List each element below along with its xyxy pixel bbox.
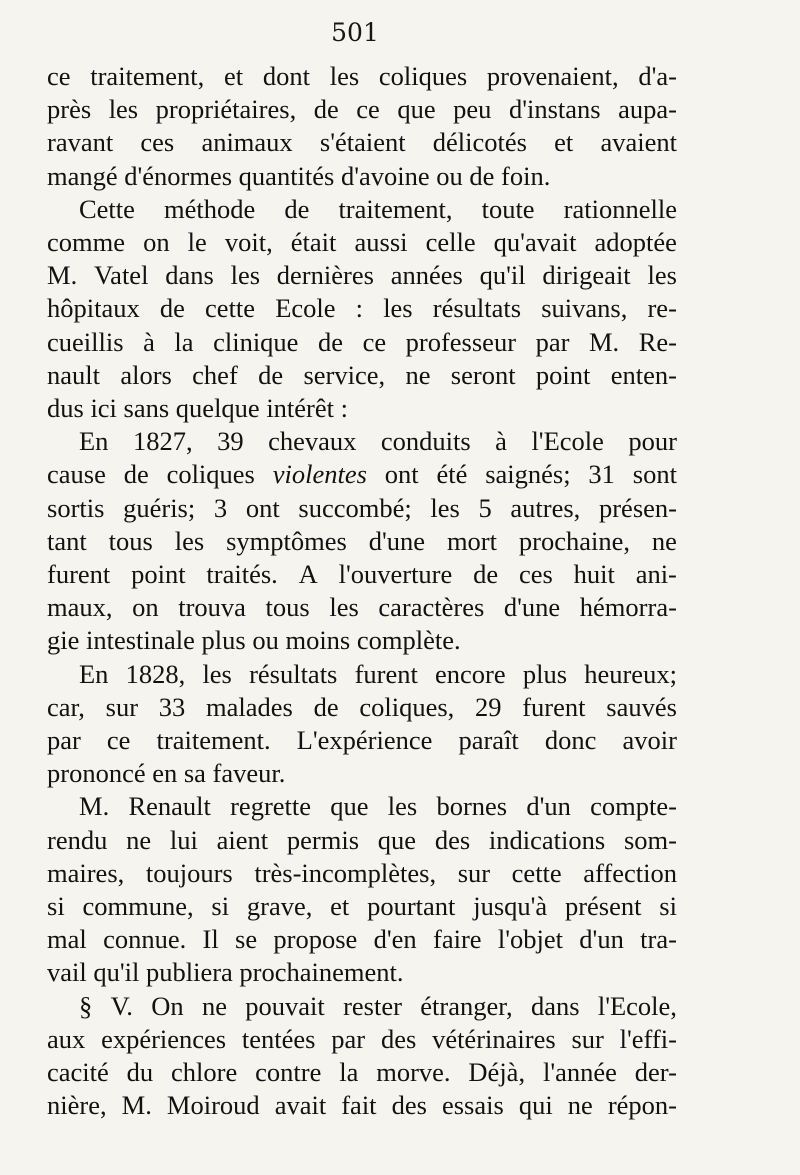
- word: §: [79, 990, 93, 1021]
- word: résultats: [432, 293, 522, 324]
- word: d'une: [368, 525, 426, 556]
- word: provenaient,: [486, 61, 619, 91]
- word: ne: [567, 1090, 593, 1121]
- text-line: [47, 658, 677, 691]
- word: re-: [647, 293, 677, 324]
- word: hôpitaux: [47, 293, 140, 324]
- word: avait: [274, 1090, 327, 1121]
- word: A: [298, 559, 318, 590]
- word: dans: [530, 990, 580, 1021]
- word: rendu: [47, 824, 108, 855]
- word: été: [436, 459, 468, 490]
- word: ne: [201, 990, 227, 1021]
- word: par: [535, 326, 570, 357]
- body-text: [47, 60, 677, 1123]
- word: l'Ecole,: [597, 990, 677, 1021]
- word: compte-: [590, 791, 677, 822]
- word: encore: [435, 658, 506, 689]
- word: par: [47, 725, 81, 756]
- word: M.: [47, 260, 78, 291]
- word: tous: [108, 525, 153, 556]
- word: les: [387, 791, 418, 822]
- word: tous: [265, 592, 310, 623]
- word: Re-: [638, 326, 677, 357]
- word: permis: [286, 824, 360, 855]
- word: celle: [425, 227, 476, 258]
- word: huit: [573, 559, 615, 590]
- word: L'expérience: [296, 725, 433, 756]
- word: En: [79, 426, 109, 457]
- text-line: [47, 1023, 677, 1056]
- word: seront: [450, 359, 516, 390]
- word: alors: [120, 359, 172, 390]
- word: les: [647, 260, 677, 291]
- word: traités.: [206, 559, 278, 590]
- word: d'un: [526, 791, 571, 822]
- word: cette: [205, 293, 256, 324]
- word: chevaux: [268, 426, 357, 457]
- word: succombé;: [298, 492, 412, 523]
- word: enten-: [610, 359, 677, 390]
- word: Déjà,: [468, 1057, 526, 1088]
- text-line: [47, 359, 677, 392]
- word: de: [159, 293, 185, 324]
- word: prochaine,: [518, 525, 631, 556]
- word: toute: [481, 193, 535, 224]
- word: on: [143, 227, 170, 258]
- word: que: [377, 824, 417, 855]
- word: grave,: [246, 891, 313, 922]
- text-line: [47, 292, 677, 325]
- word: se: [235, 924, 258, 955]
- word: aussi: [354, 227, 408, 258]
- word: et: [554, 127, 574, 158]
- word: les: [430, 492, 460, 523]
- word: sortis: [47, 492, 105, 523]
- word: cause: [47, 459, 106, 490]
- word: et: [224, 61, 244, 91]
- word: mal: [47, 924, 87, 955]
- word: la: [339, 1057, 359, 1088]
- word: furent: [522, 691, 586, 722]
- word: V.: [110, 990, 133, 1021]
- word: ces: [518, 559, 553, 590]
- text-line: [47, 259, 677, 292]
- word: le: [187, 227, 207, 258]
- word: avoir: [622, 725, 677, 756]
- text-line: [47, 326, 677, 359]
- word: voit,: [224, 227, 273, 258]
- word: Moiroud: [166, 1090, 260, 1121]
- word: qu'avait: [493, 227, 577, 258]
- word: tra-: [640, 924, 677, 955]
- word: des: [391, 1090, 427, 1121]
- text-line: [47, 724, 677, 757]
- word: traitement.: [156, 725, 271, 756]
- word: plus: [522, 658, 568, 689]
- word: de: [473, 559, 499, 590]
- word: 3: [213, 492, 228, 523]
- word: adoptée: [594, 227, 677, 258]
- word: avaient: [600, 127, 677, 158]
- word: d'a-: [638, 61, 677, 91]
- word: 31: [588, 459, 615, 490]
- text-line: [47, 1089, 677, 1122]
- text-line: prononcé en sa faveur.: [47, 758, 286, 789]
- word: était: [290, 227, 337, 258]
- italic-word: violentes: [272, 459, 367, 490]
- word: l'Ecole: [531, 426, 604, 457]
- word: coliques,: [359, 691, 455, 722]
- word: Vatel: [93, 260, 149, 291]
- word: service,: [303, 359, 386, 390]
- word: autres,: [510, 492, 581, 523]
- text-line: [47, 558, 677, 591]
- word: point: [535, 359, 591, 390]
- word: les: [383, 293, 413, 324]
- word: sauvés: [606, 691, 677, 722]
- word: lui: [169, 824, 198, 855]
- word: regrette: [230, 791, 312, 822]
- word: dirigeait: [542, 260, 631, 291]
- word: maux,: [47, 592, 113, 623]
- text-line: [47, 591, 677, 624]
- word: méthode: [164, 193, 256, 224]
- page-number: 501: [331, 18, 379, 47]
- word: pour: [628, 426, 677, 457]
- word: ce: [106, 725, 131, 756]
- word: les: [202, 658, 232, 689]
- word: présen-: [598, 492, 677, 523]
- word: du: [126, 1057, 154, 1088]
- word: 29: [475, 691, 502, 722]
- word: de: [123, 459, 149, 490]
- word: hémorra-: [579, 592, 677, 623]
- word: les: [329, 61, 360, 91]
- text-line: [47, 857, 677, 890]
- word: 5: [478, 492, 492, 523]
- word: dans: [165, 260, 214, 291]
- word: très-incomplètes,: [254, 857, 437, 888]
- text-line: [47, 790, 677, 823]
- word: délicotés: [432, 127, 527, 158]
- word: de: [313, 94, 339, 125]
- word: propriétaires,: [155, 94, 297, 125]
- word: rationnelle: [563, 193, 677, 224]
- word: ont: [384, 459, 419, 490]
- word: ces: [140, 127, 175, 158]
- word: tant: [47, 525, 87, 556]
- word: propose: [273, 924, 358, 955]
- text-line: gie intestinale plus ou moins complète.: [47, 625, 461, 656]
- word: ce: [356, 94, 380, 125]
- word: furent: [354, 658, 418, 689]
- word: comme: [47, 227, 125, 258]
- word: de: [258, 359, 284, 390]
- word: résultats: [249, 658, 338, 689]
- word: :: [355, 293, 364, 324]
- word: toujours: [145, 857, 233, 888]
- word: des: [434, 824, 471, 855]
- word: ce: [47, 61, 71, 91]
- text-line: [47, 193, 677, 226]
- word: s'étaient: [319, 127, 406, 158]
- word: ne: [651, 525, 677, 556]
- word: faire: [433, 924, 482, 955]
- word: de: [284, 193, 310, 224]
- word: M.: [79, 791, 110, 822]
- word: et: [330, 891, 350, 922]
- word: affection: [583, 857, 677, 888]
- word: guéris;: [123, 492, 196, 523]
- word: l'année: [542, 1057, 617, 1088]
- word: morve.: [376, 1057, 451, 1088]
- word: si: [659, 891, 677, 922]
- word: conduits: [380, 426, 471, 457]
- word: 39: [217, 426, 244, 457]
- text-line: [47, 60, 677, 93]
- word: malades: [206, 691, 293, 722]
- word: En: [79, 658, 109, 689]
- word: Ecole: [275, 293, 336, 324]
- word: M.: [588, 326, 620, 357]
- word: si: [211, 891, 230, 922]
- word: ne: [405, 359, 431, 390]
- word: caractères: [378, 592, 485, 623]
- word: essais: [441, 1090, 504, 1121]
- word: ce: [362, 326, 387, 357]
- word: ravant: [47, 127, 114, 158]
- word: ont: [245, 492, 280, 523]
- word: dont: [262, 61, 310, 91]
- text-line: [47, 226, 677, 259]
- word: les: [329, 592, 359, 623]
- word: professeur: [405, 326, 517, 357]
- word: par: [331, 1023, 366, 1054]
- word: d'instans: [508, 94, 601, 125]
- text-line: [47, 425, 677, 458]
- word: vétérinaires: [432, 1023, 556, 1054]
- word: d'une: [503, 592, 561, 623]
- word: cacité: [47, 1057, 109, 1088]
- word: symptômes: [226, 525, 347, 556]
- word: tentées: [241, 1023, 316, 1054]
- word: sur: [457, 857, 491, 888]
- word: pourtant: [367, 891, 456, 922]
- word: chef: [192, 359, 238, 390]
- word: que: [330, 791, 369, 822]
- word: l'effi-: [619, 1023, 677, 1054]
- word: der-: [634, 1057, 677, 1088]
- word: traitement,: [338, 193, 453, 224]
- word: saignés;: [485, 459, 571, 490]
- word: des: [380, 1023, 417, 1054]
- word: si: [47, 891, 65, 922]
- word: heureux;: [584, 658, 677, 689]
- word: Il: [202, 924, 219, 955]
- word: commune,: [82, 891, 194, 922]
- word: expériences: [101, 1023, 227, 1054]
- word: années: [390, 260, 463, 291]
- word: à: [143, 326, 155, 357]
- word: aux: [47, 1023, 86, 1054]
- word: de: [313, 691, 339, 722]
- word: 1827,: [132, 426, 193, 457]
- text-line: [47, 1056, 677, 1089]
- word: som-: [623, 824, 677, 855]
- word: trouva: [178, 592, 246, 623]
- word: traitement,: [90, 61, 205, 91]
- word: de: [318, 326, 344, 357]
- word: nault: [47, 359, 100, 390]
- text-line: [47, 93, 677, 126]
- word: donc: [544, 725, 597, 756]
- word: d'en: [373, 924, 417, 955]
- word: près: [47, 94, 92, 125]
- word: coliques: [378, 61, 468, 91]
- word: présent: [564, 891, 642, 922]
- word: la: [174, 326, 194, 357]
- word: mort: [446, 525, 497, 556]
- word: clinique: [213, 326, 299, 357]
- word: Cette: [79, 193, 135, 224]
- word: l'ouverture: [338, 559, 453, 590]
- word: l'objet: [497, 924, 563, 955]
- word: sur: [571, 1023, 604, 1054]
- text-line: vail qu'il publiera prochainement.: [47, 957, 404, 988]
- word: maires,: [47, 857, 125, 888]
- word: d'un: [579, 924, 624, 955]
- word: chlore: [171, 1057, 238, 1088]
- word: on: [132, 592, 159, 623]
- word: sont: [632, 459, 677, 490]
- word: animaux: [201, 127, 293, 158]
- text-line: [47, 458, 677, 491]
- word: nière,: [47, 1090, 107, 1121]
- word: On: [151, 990, 184, 1021]
- word: point: [131, 559, 186, 590]
- text-line: [47, 923, 677, 956]
- word: répon-: [607, 1090, 677, 1121]
- word: car,: [47, 691, 85, 722]
- text-line: [47, 824, 677, 857]
- word: bornes: [436, 791, 508, 822]
- word: rester: [343, 990, 402, 1021]
- word: dernières: [276, 260, 374, 291]
- text-line: [47, 492, 677, 525]
- word: les: [174, 525, 205, 556]
- text-line: mangé d'énormes quantités d'avoine ou de foin.: [47, 160, 551, 191]
- word: ani-: [635, 559, 677, 590]
- word: coliques: [166, 459, 255, 490]
- text-line: [47, 691, 677, 724]
- word: à: [495, 426, 507, 457]
- word: aient: [216, 824, 269, 855]
- text-line: dus ici sans quelque intérêt :: [47, 393, 348, 424]
- text-line: [47, 890, 677, 923]
- word: cette: [511, 857, 562, 888]
- word: les: [230, 260, 261, 291]
- word: les: [108, 94, 139, 125]
- word: qui: [518, 1090, 553, 1121]
- word: étranger,: [420, 990, 513, 1021]
- word: paraît: [458, 725, 519, 756]
- word: fait: [341, 1090, 377, 1121]
- word: pouvait: [245, 990, 325, 1021]
- word: sur: [105, 691, 139, 722]
- word: que: [397, 94, 436, 125]
- word: qu'il: [479, 260, 526, 291]
- word: furent: [47, 559, 111, 590]
- word: Renault: [128, 791, 211, 822]
- word: M.: [121, 1090, 152, 1121]
- word: aupa-: [618, 94, 677, 125]
- text-line: [47, 126, 677, 159]
- word: suivans,: [541, 293, 628, 324]
- text-line: [47, 525, 677, 558]
- word: peu: [453, 94, 492, 125]
- word: 1828,: [125, 658, 186, 689]
- word: indications: [488, 824, 606, 855]
- word: jusqu'à: [473, 891, 548, 922]
- word: 33: [158, 691, 186, 722]
- word: ne: [126, 824, 152, 855]
- word: connue.: [103, 924, 187, 955]
- word: contre: [255, 1057, 322, 1088]
- word: cueillis: [47, 326, 124, 357]
- text-line: [47, 990, 677, 1023]
